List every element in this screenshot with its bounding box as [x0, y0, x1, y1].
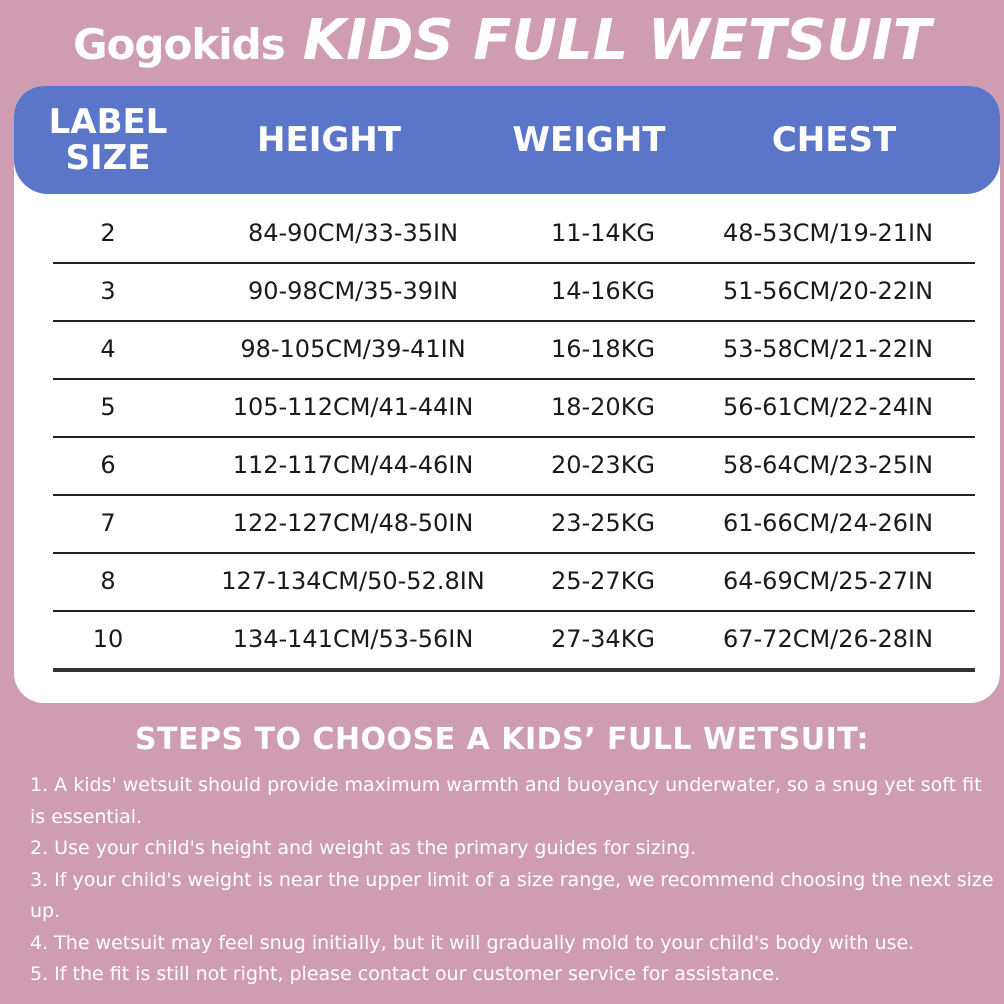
table-row: [53, 204, 975, 264]
cell-weight: 23-25KG: [550, 509, 656, 537]
table-row: [53, 552, 975, 612]
table-header: [14, 86, 1000, 194]
cell-height: 127-134CM/50-52.8IN: [221, 567, 485, 595]
header-weight: WEIGHT: [512, 120, 666, 160]
cell-chest: 51-56CM/20-22IN: [722, 277, 934, 305]
brand-logo-text: Gogokids: [73, 20, 285, 69]
table-row: [53, 610, 975, 672]
cell-height: 134-141CM/53-56IN: [232, 625, 474, 653]
header-label-size-line2: SIZE: [65, 138, 151, 178]
cell-weight: 20-23KG: [550, 451, 656, 479]
cell-size: 5: [100, 393, 116, 421]
cell-chest: 61-66CM/24-26IN: [722, 509, 934, 537]
cell-chest: 56-61CM/22-24IN: [722, 393, 934, 421]
step-item: 3. If your child's weight is near the upper limit of a size range, we recommend choosing the next size up.: [30, 868, 994, 922]
cell-size: 4: [100, 335, 116, 363]
cell-height: 112-117CM/44-46IN: [232, 451, 474, 479]
cell-height: 122-127CM/48-50IN: [232, 509, 474, 537]
headline: KIDS FULL WETSUIT: [302, 8, 931, 73]
cell-size: 10: [92, 625, 124, 653]
cell-height: 84-90CM/33-35IN: [247, 219, 459, 247]
cell-weight: 18-20KG: [550, 393, 656, 421]
cell-chest: 53-58CM/21-22IN: [722, 335, 934, 363]
table-row: [53, 436, 975, 496]
step-item: 5. If the fit is still not right, please contact our customer service for assistance.: [30, 963, 781, 985]
header-label-size-line1: LABEL: [48, 102, 168, 142]
cell-height: 90-98CM/35-39IN: [247, 277, 459, 305]
steps-list: [30, 770, 1000, 991]
cell-chest: 64-69CM/25-27IN: [722, 567, 934, 595]
header-label-size: [34, 86, 182, 194]
page-title: [0, 8, 1004, 73]
cell-size: 2: [100, 219, 116, 247]
cell-height: 98-105CM/39-41IN: [240, 335, 466, 363]
header-chest: CHEST: [771, 120, 897, 160]
table-row: [53, 262, 975, 322]
cell-size: 7: [100, 509, 116, 537]
cell-weight: 27-34KG: [550, 625, 656, 653]
cell-weight: 14-16KG: [550, 277, 656, 305]
cell-chest: 58-64CM/23-25IN: [722, 451, 934, 479]
steps-title: STEPS TO CHOOSE A KIDS’ FULL WETSUIT:: [134, 722, 870, 757]
table-row: [53, 320, 975, 380]
header-height: HEIGHT: [257, 120, 401, 160]
cell-weight: 11-14KG: [550, 219, 656, 247]
cell-weight: 25-27KG: [550, 567, 656, 595]
size-chart-card: [14, 86, 1000, 703]
cell-size: 3: [100, 277, 116, 305]
cell-chest: 67-72CM/26-28IN: [722, 625, 934, 653]
cell-chest: 48-53CM/19-21IN: [722, 219, 934, 247]
step-item: 2. Use your child's height and weight as the primary guides for sizing.: [30, 837, 697, 859]
cell-height: 105-112CM/41-44IN: [232, 393, 474, 421]
cell-size: 6: [100, 451, 116, 479]
cell-weight: 16-18KG: [550, 335, 656, 363]
table-row: [53, 494, 975, 554]
step-item: 1. A kids' wetsuit should provide maximum warmth and buoyancy underwater, so a snug yet soft fit is essential.: [30, 774, 982, 828]
step-item: 4. The wetsuit may feel snug initially, but it will gradually mold to your child's body with use.: [30, 931, 915, 954]
cell-size: 8: [100, 567, 116, 595]
table-row: [53, 378, 975, 438]
